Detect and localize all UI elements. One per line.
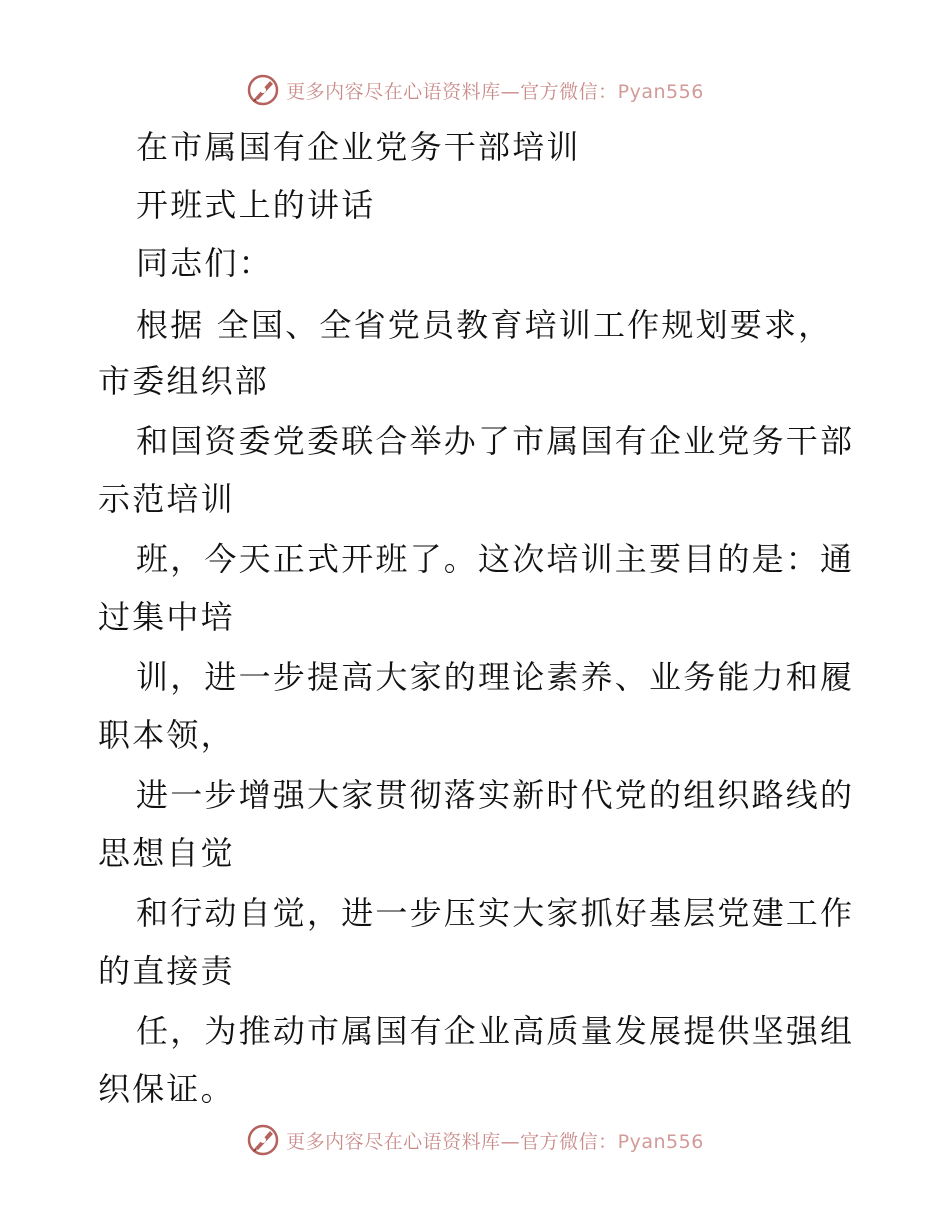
paragraph-line: 市委组织部 (98, 362, 270, 400)
title-line-1: 在市属国有企业党务干部培训 (136, 128, 581, 166)
paragraph-line: 训，进一步提高大家的理论素养、业务能力和履 (136, 658, 855, 696)
paragraph-line: 进一步增强大家贯彻落实新时代党的组织路线的 (136, 776, 855, 814)
watermark-handle: Pyan556 (617, 80, 704, 103)
paragraph-line: 根据 全国、全省党员教育培训工作规划要求， (136, 306, 833, 344)
quill-logo-icon (246, 73, 280, 107)
header-watermark (0, 70, 950, 110)
watermark-text: 更多内容尽在心语资料库—官方微信：Pyan556 (286, 80, 704, 103)
paragraph-line: 和行动自觉，进一步压实大家抓好基层党建工作 (136, 894, 855, 932)
watermark-text: 更多内容尽在心语资料库—官方微信：Pyan556 (286, 1130, 704, 1153)
quill-logo-icon (246, 1123, 280, 1157)
paragraph-line: 织保证。 (98, 1070, 235, 1108)
paragraph-line: 班，今天正式开班了。这次培训主要目的是：通 (136, 540, 855, 578)
salutation: 同志们： (136, 244, 273, 282)
footer-watermark (0, 1120, 950, 1160)
paragraph-line: 示范培训 (98, 480, 235, 518)
paragraph-line: 过集中培 (98, 598, 235, 636)
paragraph-line: 思想自觉 (98, 834, 235, 872)
paragraph-line: 职本领， (98, 716, 235, 754)
title-line-2: 开班式上的讲话 (136, 186, 376, 224)
paragraph-line: 和国资委党委联合举办了市属国有企业党务干部 (136, 422, 855, 460)
paragraph-line: 的直接责 (98, 952, 235, 990)
watermark-handle: Pyan556 (617, 1130, 704, 1153)
paragraph-line: 任，为推动市属国有企业高质量发展提供坚强组 (136, 1012, 855, 1050)
